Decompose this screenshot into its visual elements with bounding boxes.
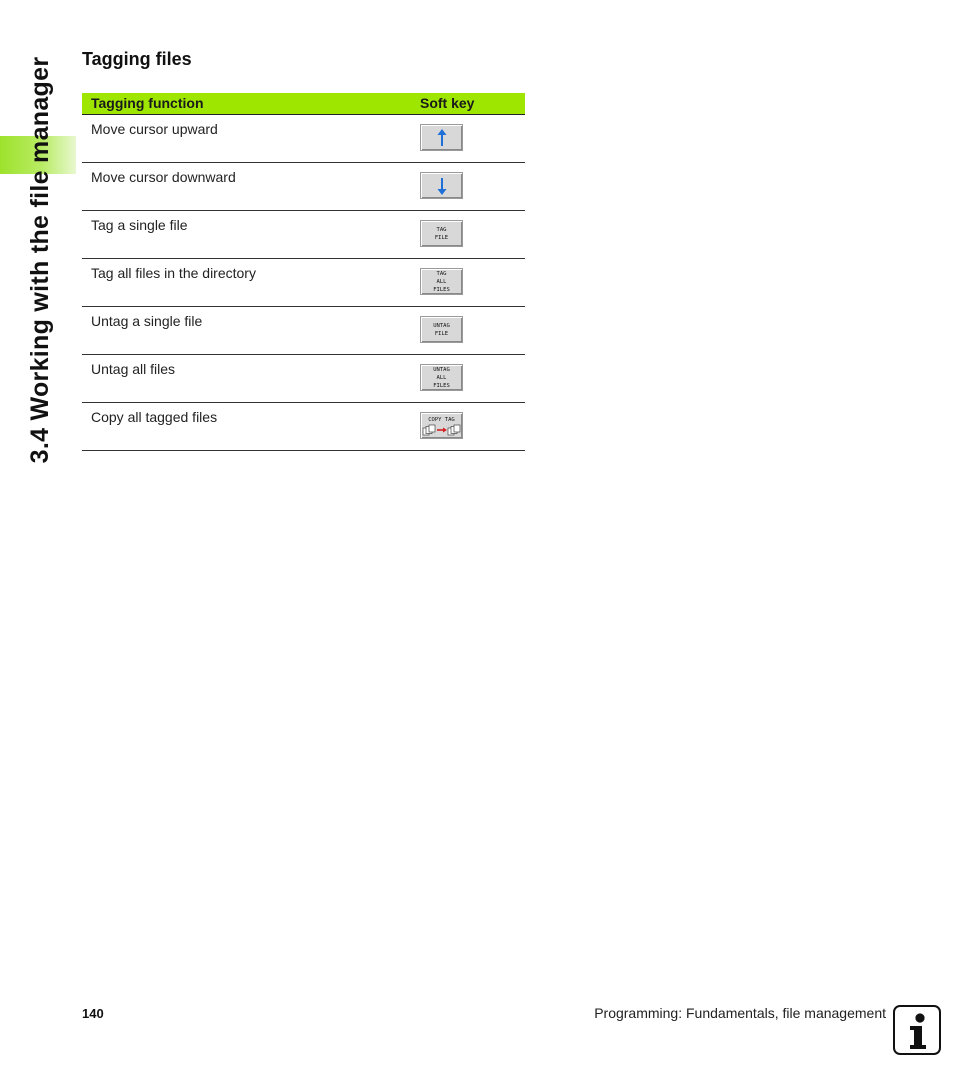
section-heading: Tagging files [82,49,192,69]
table-row [82,211,525,259]
softkey-text: UNTAG [433,366,450,373]
softkey-text: ALL [436,278,447,285]
function-label: Tag all files in the directory [91,265,256,281]
table-header [82,93,525,115]
softkey-cursor-up [420,124,463,151]
table-row [82,259,525,307]
table-row [82,115,525,163]
softkey-text: FILES [433,286,450,293]
info-icon [893,1005,941,1055]
softkey-copy-tagged [420,412,463,439]
softkey-cursor-down [420,172,463,199]
table-row [82,403,525,451]
softkey-text: TAG [436,270,447,277]
softkey-text: FILES [433,382,450,389]
softkey-text: FILE [434,234,449,241]
column-header-function: Tagging function [91,95,204,111]
softkey-text: COPY TAG [428,416,455,423]
softkey-tag-all-files [420,268,463,295]
arrow-up-icon [436,129,448,147]
function-label: Tag a single file [91,217,188,233]
softkey-text: ALL [436,374,447,381]
table-row [82,355,525,403]
softkey-text: UNTAG [433,322,450,329]
chapter-title: 3.4 Working with the file manager [26,56,54,464]
softkey-untag-file [420,316,463,343]
function-label: Untag a single file [91,313,203,329]
softkey-tag-file [420,220,463,247]
softkey-text: FILE [434,330,449,337]
softkey-untag-all-files [420,364,463,391]
table-row [82,163,525,211]
tagging-functions-table [82,93,525,451]
book-title: Programming: Fundamentals, file management [594,1005,886,1021]
table-row [82,307,525,355]
function-label: Move cursor upward [91,121,218,137]
copy-files-icon [422,424,462,436]
function-label: Copy all tagged files [91,409,218,425]
function-label: Untag all files [91,361,176,377]
page-number: 140 [82,1006,104,1021]
column-header-softkey: Soft key [420,95,475,111]
softkey-text: TAG [436,226,447,233]
arrow-down-icon [436,177,448,195]
function-label: Move cursor downward [91,169,236,185]
